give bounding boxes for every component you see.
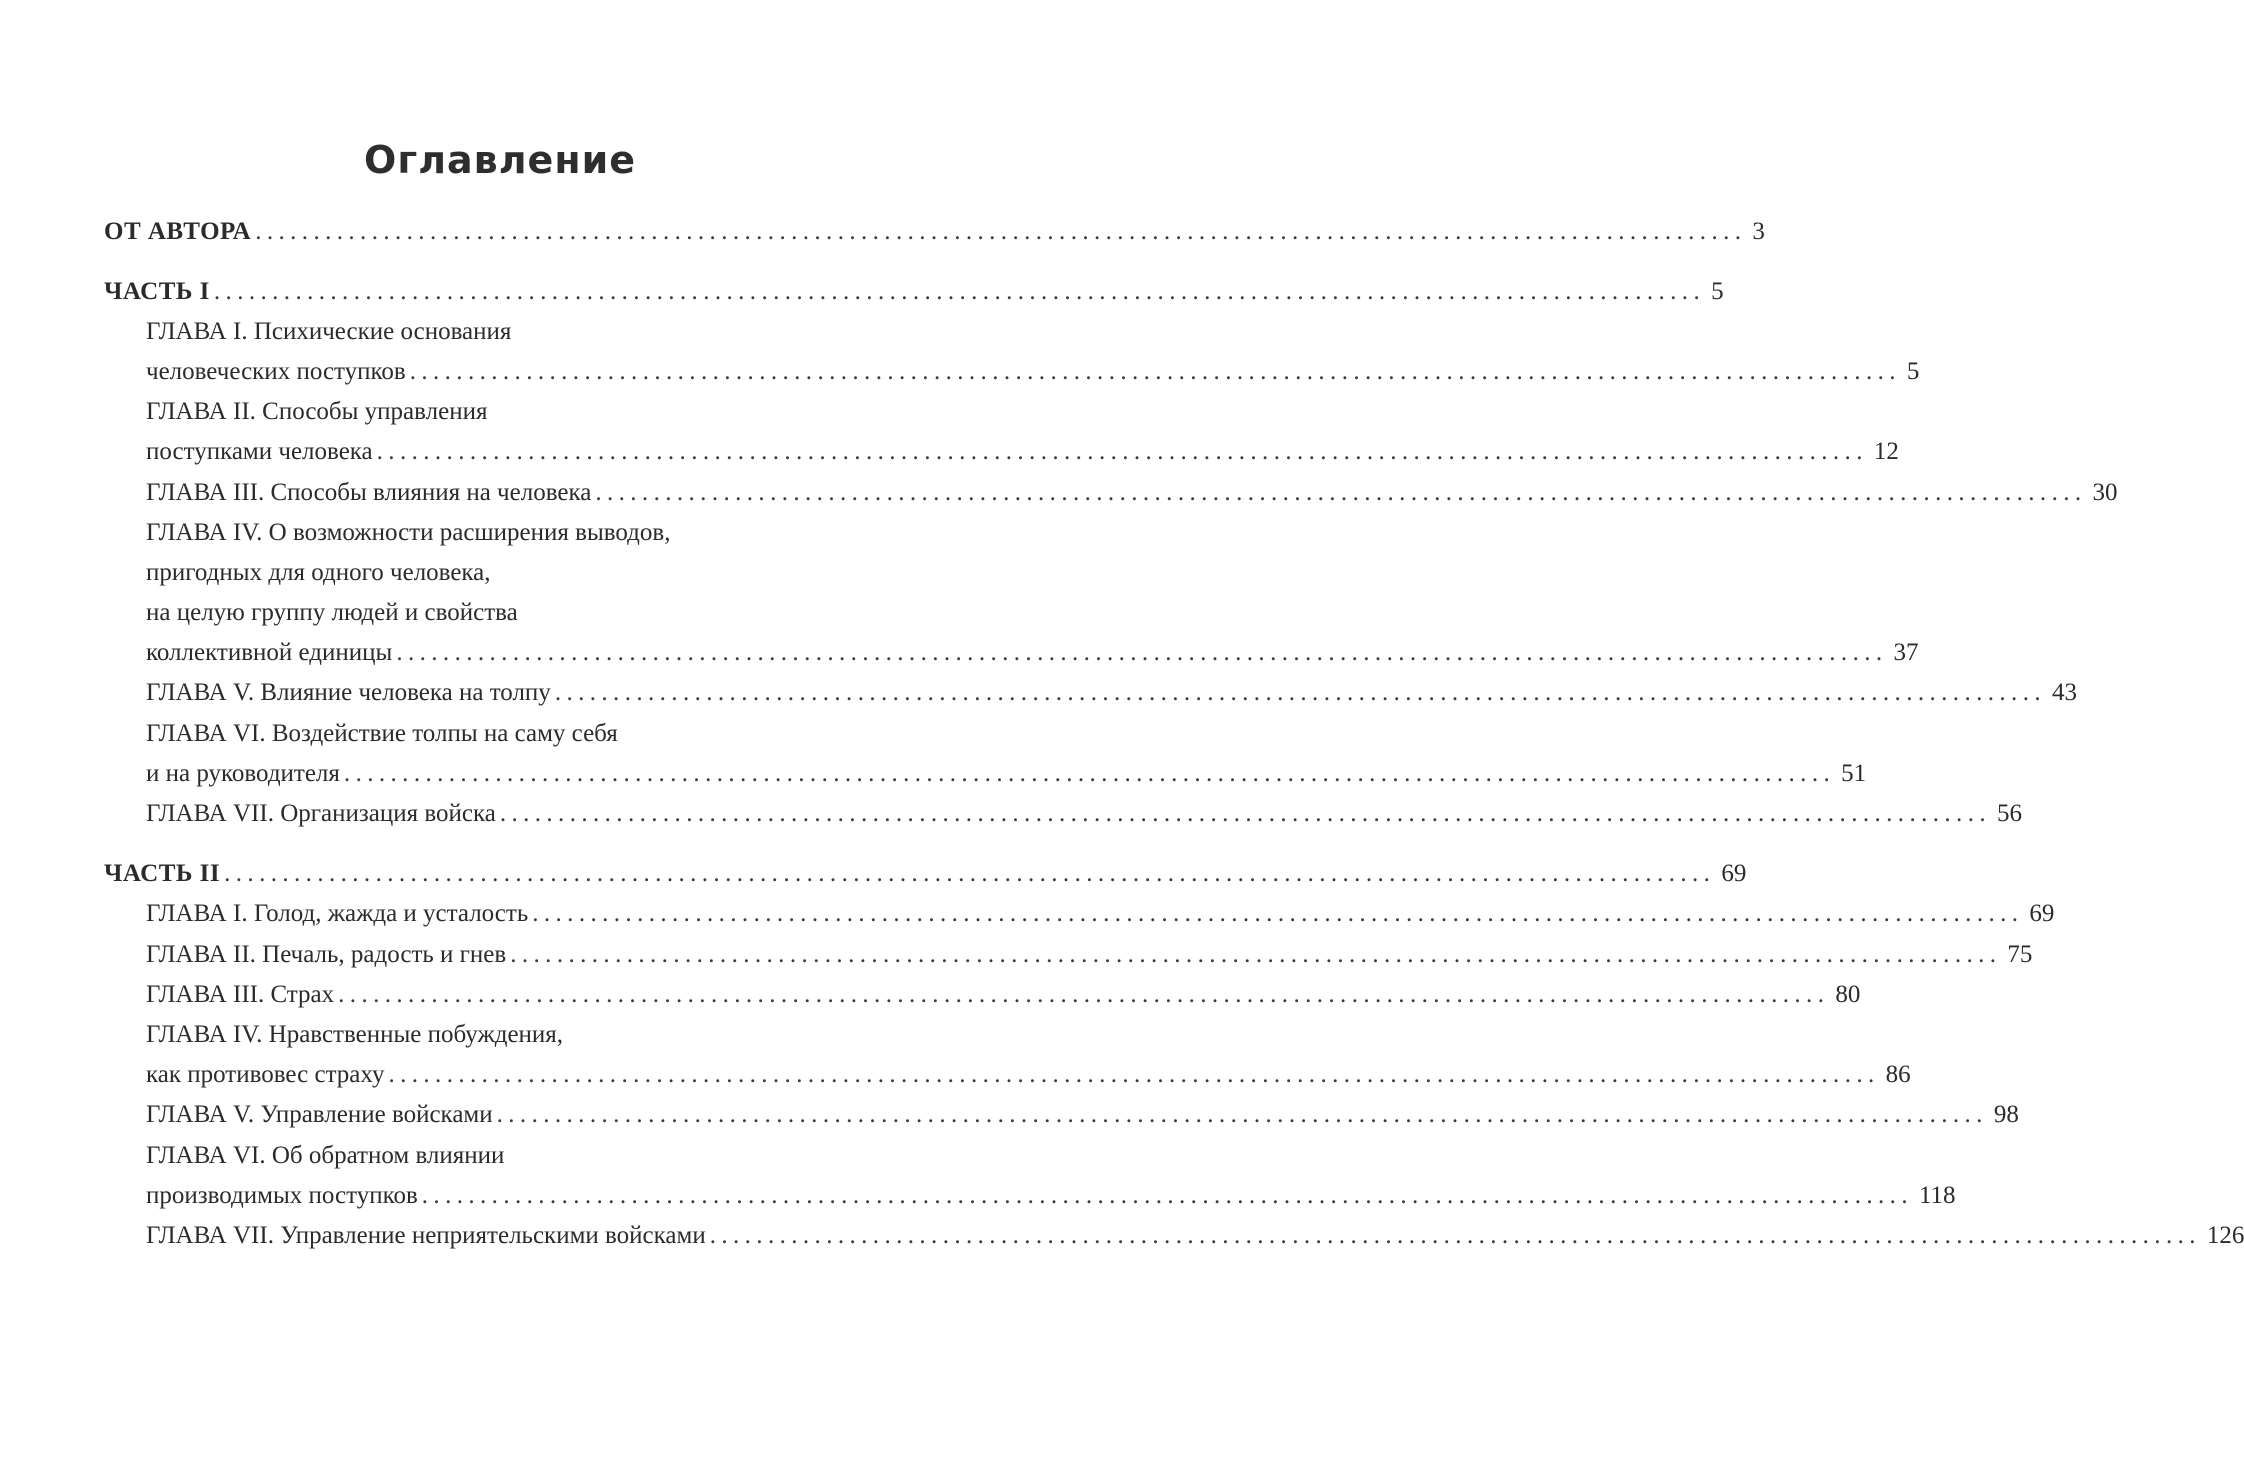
toc-entry-label: ГЛАВА III. Страх	[146, 981, 335, 1008]
toc-entry-label: ГЛАВА I. Голод, жажда и усталость	[146, 900, 529, 927]
toc-entry-part2-ch6[interactable]	[146, 1176, 1956, 1216]
dot-leader: ................................................................................................................................	[224, 860, 1716, 887]
toc-page-number: 5	[1906, 358, 1920, 385]
dot-leader: ................................................................................................................................	[554, 679, 2047, 706]
toc-entry-part2-ch4[interactable]	[146, 1055, 1911, 1095]
toc-entry-label-line: ГЛАВА II. Способы управления	[146, 398, 488, 425]
toc-page-number: 118	[1918, 1182, 1956, 1209]
toc-entry-line[interactable]	[146, 312, 511, 352]
toc-entry-part1-ch2[interactable]	[146, 432, 1899, 472]
dot-leader: ................................................................................................................................	[396, 639, 1888, 666]
toc-entry-label: ГЛАВА V. Управление войсками	[146, 1101, 493, 1128]
toc-page-number: 37	[1893, 639, 1919, 666]
toc-entry-part1-ch6[interactable]	[146, 754, 1867, 794]
toc-entry-part1-ch1[interactable]	[146, 352, 1920, 392]
toc-entry-part1-ch3[interactable]	[146, 473, 2118, 513]
toc-page-number: 75	[2007, 941, 2033, 968]
toc-page-number: 51	[1841, 760, 1867, 787]
toc-entry-part2-ch7[interactable]	[146, 1216, 2244, 1256]
toc-entry-label-line: пригодных для одного человека,	[146, 559, 491, 586]
dot-leader: ................................................................................................................................	[338, 981, 1830, 1008]
toc-entry-label-line: ГЛАВА IV. Нравственные побуждения,	[146, 1021, 564, 1048]
toc-page-number: 5	[1711, 278, 1724, 305]
dot-leader: ................................................................................................................................	[213, 278, 1706, 305]
toc-page-number: 3	[1752, 218, 1765, 245]
dot-leader: ................................................................................................................................	[255, 218, 1747, 245]
toc-page-number: 56	[1997, 800, 2023, 827]
dot-leader: ................................................................................................................................	[421, 1182, 1913, 1209]
toc-entry-label: ГЛАВА II. Печаль, радость и гнев	[146, 941, 507, 968]
toc-page-number: 98	[1993, 1101, 2019, 1128]
toc-entry-label: ОТ АВТОРА	[104, 218, 252, 245]
toc-entry-label: производимых поступков	[146, 1182, 418, 1209]
toc-entry-line[interactable]	[146, 593, 518, 633]
toc-entry-label-line: ГЛАВА VI. Об обратном влиянии	[146, 1142, 505, 1169]
toc-entry-part2-ch3[interactable]	[146, 975, 1861, 1015]
dot-leader: ................................................................................................................................	[595, 479, 2087, 506]
dot-leader: ................................................................................................................................	[388, 1061, 1880, 1088]
toc-entry-part2-ch1[interactable]	[146, 894, 2055, 934]
toc-entry-label-line: ГЛАВА VI. Воздействие толпы на саму себя	[146, 720, 618, 747]
toc-entry-line[interactable]	[146, 553, 491, 593]
dot-leader: ................................................................................................................................	[709, 1222, 2201, 1249]
toc-entry-label: ГЛАВА V. Влияние человека на толпу	[146, 679, 551, 706]
dot-leader: ................................................................................................................................	[343, 760, 1836, 787]
dot-leader: ................................................................................................................................	[532, 900, 2024, 927]
toc-page-number: 80	[1835, 981, 1861, 1008]
dot-leader: ................................................................................................................................	[510, 941, 2002, 968]
toc-entry-label: и на руководителя	[146, 760, 340, 787]
toc-page-number: 43	[2052, 679, 2078, 706]
toc-entry-label: как противовес страху	[146, 1061, 385, 1088]
toc-entry-label: ЧАСТЬ II	[104, 860, 221, 887]
toc-page-number: 126	[2206, 1222, 2244, 1249]
toc-entry-label: человеческих поступков	[146, 358, 406, 385]
toc-entry-part-1[interactable]	[104, 272, 1724, 312]
toc-entry-part1-ch4[interactable]	[146, 633, 1919, 673]
toc-page-number: 30	[2092, 479, 2118, 506]
toc-entry-part2-ch5[interactable]	[146, 1095, 2019, 1135]
toc-entry-label: ГЛАВА III. Способы влияния на человека	[146, 479, 592, 506]
toc-entry-part-2[interactable]	[104, 854, 1747, 894]
dot-leader: ................................................................................................................................	[409, 358, 1901, 385]
dot-leader: ................................................................................................................................	[496, 1101, 1988, 1128]
toc-page-number: 69	[1721, 860, 1747, 887]
toc-entry-line[interactable]	[146, 714, 618, 754]
toc-entry-label-line: ГЛАВА I. Психические основания	[146, 318, 512, 345]
toc-entry-line[interactable]	[146, 1136, 504, 1176]
toc-entry-label: коллективной единицы	[146, 639, 393, 666]
toc-entry-from-author[interactable]	[104, 212, 1765, 252]
dot-leader: ................................................................................................................................	[376, 438, 1868, 465]
toc-page-number: 86	[1885, 1061, 1911, 1088]
toc-entry-line[interactable]	[146, 513, 670, 553]
dot-leader: ................................................................................................................................	[499, 800, 1992, 827]
toc-entry-line[interactable]	[146, 1015, 563, 1055]
toc-page-number: 12	[1873, 438, 1899, 465]
toc-entry-part1-ch5[interactable]	[146, 673, 2078, 713]
toc-entry-part2-ch2[interactable]	[146, 935, 2033, 975]
toc-page-number: 69	[2029, 900, 2055, 927]
toc-entry-label-line: ГЛАВА IV. О возможности расширения выводов,	[146, 519, 671, 546]
toc-entry-label: поступками человека	[146, 438, 373, 465]
toc-entry-label: ГЛАВА VII. Организация войска	[146, 800, 496, 827]
page-title: Оглавление	[364, 138, 636, 182]
toc-entry-label-line: на целую группу людей и свойства	[146, 599, 518, 626]
toc-entry-label: ЧАСТЬ I	[104, 278, 210, 305]
toc-entry-part1-ch7[interactable]	[146, 794, 2023, 834]
toc-entry-line[interactable]	[146, 392, 487, 432]
toc-entry-label: ГЛАВА VII. Управление неприятельскими войсками	[146, 1222, 706, 1249]
